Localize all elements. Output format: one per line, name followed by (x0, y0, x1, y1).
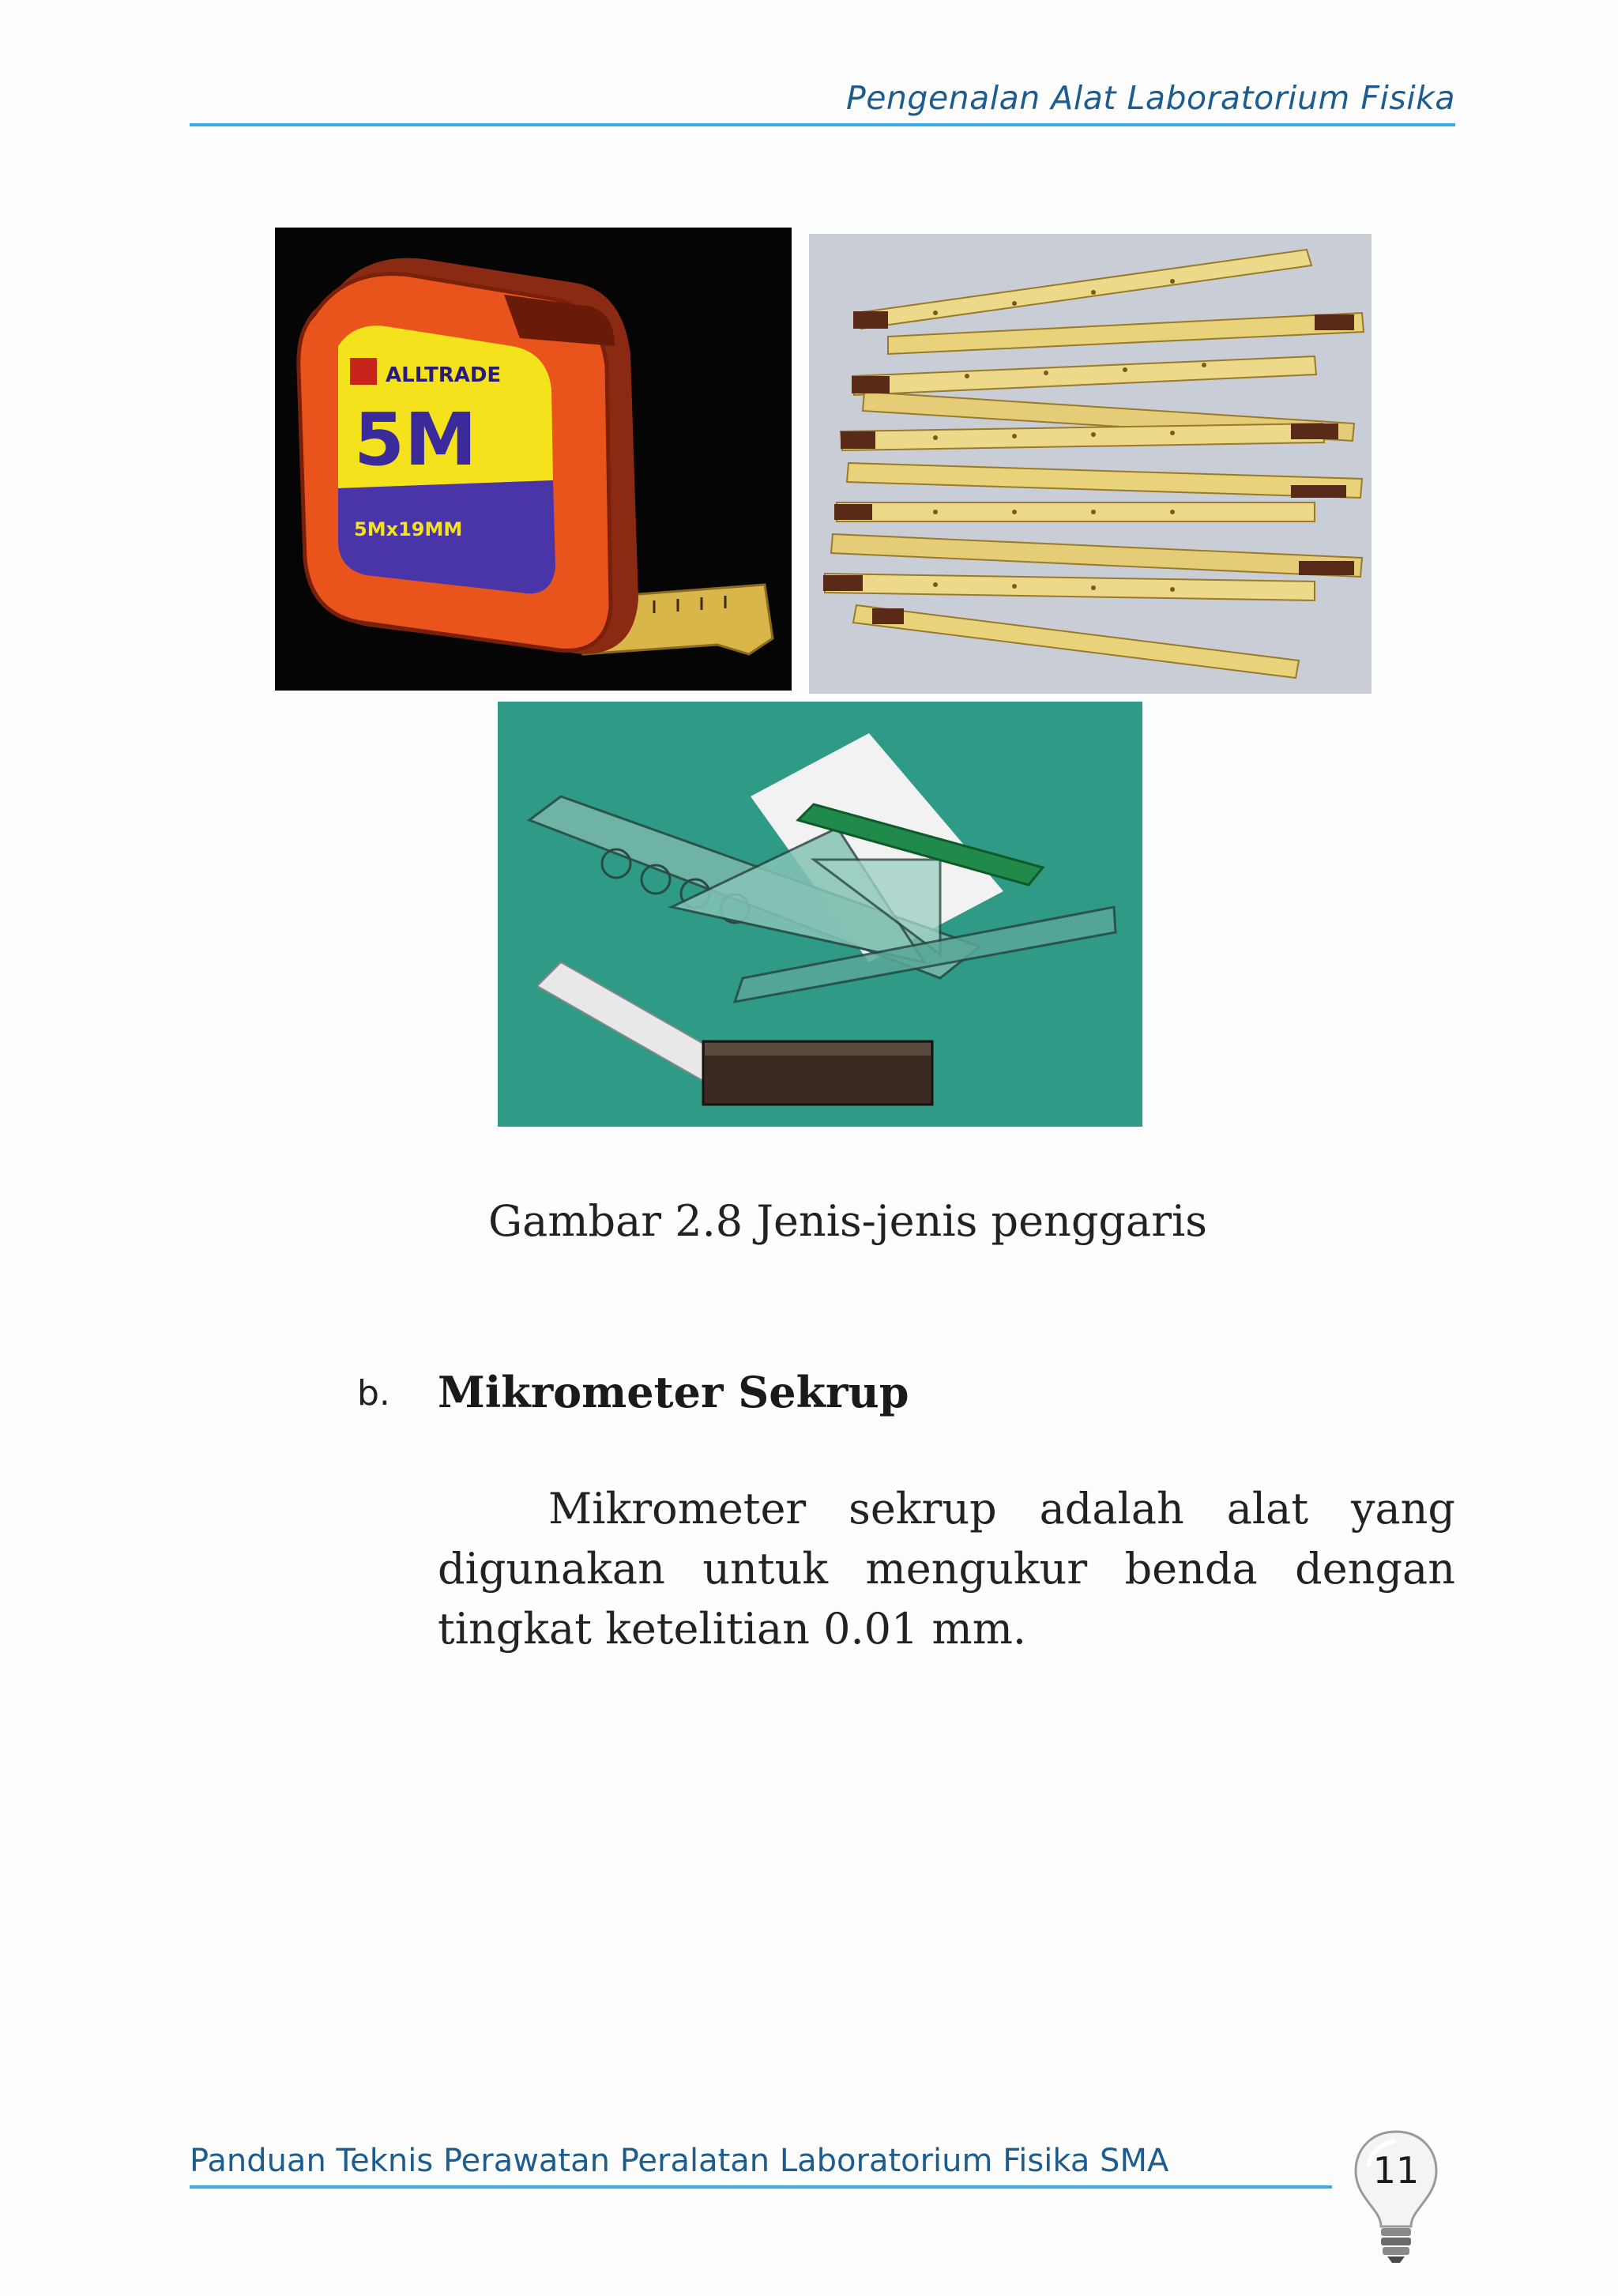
header-rule (190, 123, 1455, 126)
figure-caption: Gambar 2.8 Jenis-jenis penggaris (488, 1196, 1207, 1246)
body-paragraph: Mikrometer sekrup adalah alat yang digunakan untuk mengukur benda dengan tingkat ketelitian 0.01 mm. (438, 1484, 1455, 1654)
plastic-rulers-photo (498, 702, 1142, 1127)
section-title: Mikrometer Sekrup (438, 1367, 909, 1417)
tape-spec-text: 5Mx19MM (354, 518, 463, 540)
tape-size-text: 5M (354, 397, 477, 482)
section-marker: b. (357, 1373, 390, 1413)
footer-rule (190, 2185, 1332, 2189)
tape-brand-text: ALLTRADE (386, 363, 502, 387)
tape-measure-photo (275, 228, 792, 691)
folding-rulers-photo (809, 234, 1372, 694)
page-number: 11 (1372, 2149, 1420, 2192)
lightbulb-icon (1349, 2125, 1443, 2264)
footer-book-title: Panduan Teknis Perawatan Peralatan Laboratorium Fisika SMA (190, 2143, 1169, 2179)
running-header: Pengenalan Alat Laboratorium Fisika (845, 79, 1455, 117)
